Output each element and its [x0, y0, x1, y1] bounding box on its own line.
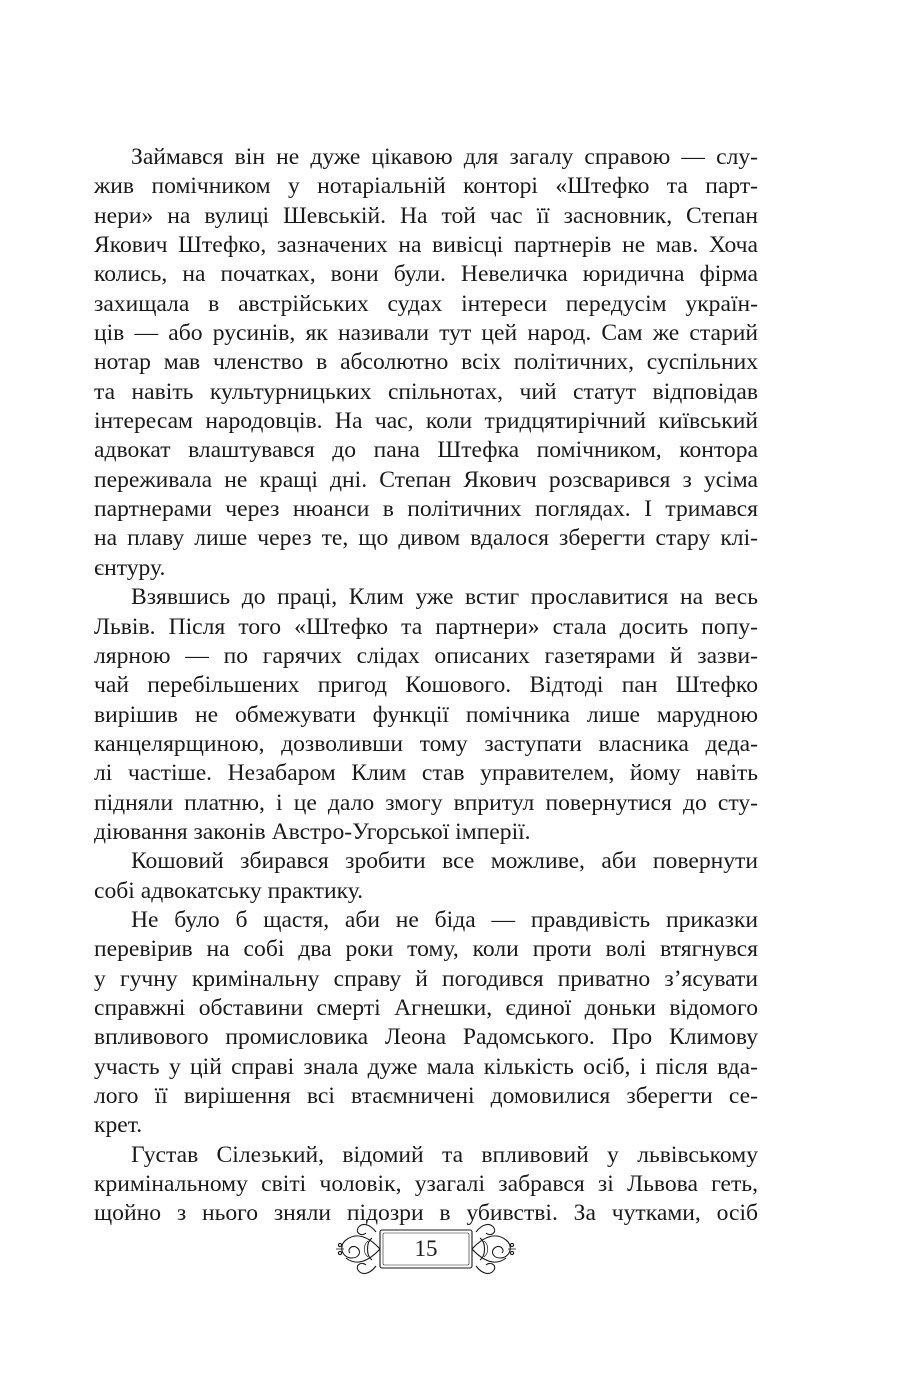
paragraph-1 [94, 143, 758, 583]
text-line: інтересам народовців. На час, коли тридцятирічний київський [94, 408, 758, 435]
text-line: вирішив не обмежувати функції помічника лише марудною [94, 701, 758, 728]
page-footer [0, 1218, 916, 1284]
text-line: участь у цій справі знала дуже мала кількість осіб, і після вда- [94, 1053, 758, 1080]
text-line: партнерами через нюанси в політичних поглядах. І тримався [94, 496, 758, 523]
text-line: лого її вирішення всі втаємничені домовилися зберегти се- [94, 1083, 758, 1109]
text-line: Львів. Після того «Штефко та партнери» стала досить попу- [94, 613, 758, 640]
text-line: перевірив на собі два роки тому, коли проти волі втягнувся [94, 936, 758, 963]
text-line: жив помічником у нотаріальній конторі «Штефко та парт- [94, 173, 758, 200]
text-line: Кошовий збирався зробити все можливе, аби повернути [131, 848, 758, 875]
text-line: адвокат влаштувався до пана Штефка помічником, контора [94, 437, 758, 464]
page-body [94, 143, 758, 1229]
text-line: Густав Сілезький, відомий та впливовий у львівському [131, 1141, 758, 1168]
text-line: діювання законів Австро-Угорської імперії. [94, 818, 531, 845]
text-line: захищала в австрійських судах інтереси передусім україн- [94, 290, 758, 317]
text-line: переживала не кращі дні. Степан Якович розсварився з усіма [94, 466, 758, 493]
text-line: нотар мав членство в абсолютно всіх політичних, суспільних [94, 349, 758, 376]
text-line: лярною — по гарячих слідах описаних газетярами й зазви- [94, 642, 758, 669]
text-line: Взявшись до праці, Клим уже встиг прославитися на весь [131, 584, 758, 611]
text-line: крет. [94, 1112, 143, 1139]
paragraph-2 [94, 583, 758, 847]
paragraph-3 [94, 847, 758, 906]
text-line: лі частіше. Незабаром Клим став управителем, йому навіть [94, 760, 758, 787]
paragraph-4 [94, 906, 758, 1141]
text-line: щойно з нього зняли підозри в убивстві. За чутками, осіб [94, 1200, 758, 1227]
paragraph-5 [94, 1141, 758, 1229]
text-line: ців — або русинів, як називали тут цей народ. Сам же старий [94, 320, 758, 347]
page-number: 15 [414, 1236, 438, 1261]
text-line: у гучну кримінальну справу й погодився приватно з’ясувати [94, 965, 758, 992]
text-line: канцелярщиною, дозволивши тому заступати власника деда- [94, 730, 758, 757]
text-line: на плаву лише через те, що дивом вдалося зберегти стару клі- [94, 525, 758, 552]
text-line: та навіть культурницьких спільнотах, чий статут відповідав [94, 378, 758, 405]
text-line: чай перебільшених пригод Кошового. Відтоді пан Штефко [94, 672, 758, 699]
text-line: колись, на початках, вони були. Невеличка юридична фірма [94, 261, 758, 288]
text-line: Не було б щастя, аби не біда — правдивість приказки [131, 906, 758, 933]
text-line: єнтуру. [94, 554, 166, 581]
text-line: підняли платню, і це дало змогу впритул повернутися до сту- [94, 789, 758, 816]
text-line: Якович Штефко, зазначених на вивісці партнерів не мав. Хоча [94, 232, 758, 259]
text-line: нери» на вулиці Шевській. На той час її засновник, Степан [94, 202, 758, 229]
text-line: кримінальному світі чоловік, узагалі забрався зі Львова геть, [94, 1171, 758, 1198]
text-line: Займався він не дуже цікавою для загалу справою — слу- [131, 144, 758, 170]
text-line: собі адвокатську практику. [94, 877, 364, 904]
text-line: справжні обставини смерті Агнешки, єдиної доньки відомого [94, 994, 758, 1021]
text-line: впливового промисловика Леона Радомського. Про Климову [94, 1024, 758, 1051]
